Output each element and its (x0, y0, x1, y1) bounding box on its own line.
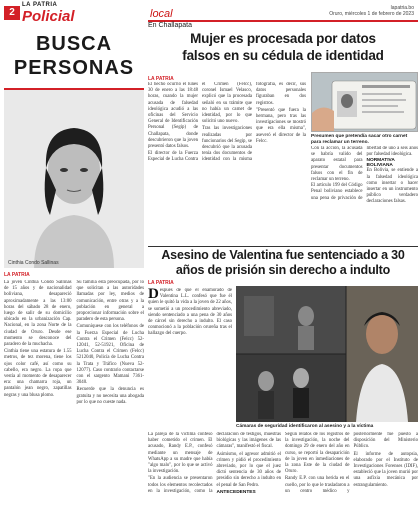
article2-headline-line2: años de prisión sin derecho a indulto (175, 262, 391, 277)
newspaper-brand: LA PATRIA (22, 2, 58, 8)
left-paragraph: Cinthia tiene una estatura de 1.55 metros, de tez morena, tiene los ojos color café, así como su cabello, era negro. La ropa que vestía al momento de desaparecer era: una chamarra roja, un pantalón jean negro, zapatillas negras y una blusa plomo. (4, 349, 72, 398)
busca-title-line2: PERSONAS (13, 57, 135, 79)
page-number: 2 (4, 6, 20, 20)
portrait-icon (4, 90, 144, 268)
left-paragraph: La joven Cinthia Condo Sallinas de 15 años y de nacionalidad boliviana, desapareció aproximadamente a las 13:00 horas del sábado 28 de enero, luego de salir de su domicilio ubicado en la urbanización Cap. Nacional, en la zona Norte de la ciudad de Oruro. Desde ese momento se desconoce del paradero de la muchacha. (4, 280, 72, 348)
section-name: local (150, 8, 173, 20)
id-card-caption: Presumen que pretendía sacar otro carnet para reclamar un terreno. (311, 134, 408, 145)
article1-right-paragraph: Con la acción, la acusada se habría valido del aparato estatal para presentar documentos falsos con el fin de reclamar un terreno. (311, 146, 363, 183)
article1-subhead-paragraph: En Bolivia, se entiende a la falsedad ideológica como insertar o hacer insertar en un instrumento público verdadero declaraciones falsas. (366, 168, 418, 205)
article1-paragraph: El director de la Fuerza Especial de Lucha Contra el Crimen (Felcc), coronel Ismael Velasco, explicó que la procesada señaló en su trámite que no había un carnet de identidad, por lo que solicitó uno nuevo. (148, 82, 252, 163)
article2-body (148, 432, 418, 527)
left-body (4, 280, 144, 526)
article2-subhead: ANTECEDENTES (216, 489, 256, 495)
article2-paragraph: "En la audiencia se presentaron todos los elementos recolectados en la investigación, como la declaración de testigos, muestras biológicas y las imágenes de las cámaras", manifestó el fiscal. (148, 432, 281, 494)
article2-paragraph: Según relatos de los registros de la investigación, la noche del domingo 29 de enero del año en curso, se reportó la desaparición de la joven en inmediaciones de la zona Este de la ciudad de Oruro. (285, 432, 350, 475)
article1-source: LA PATRIA (148, 76, 174, 82)
missing-person-photo (4, 88, 144, 268)
missing-person-column (4, 32, 144, 527)
article-valentina (148, 248, 418, 527)
article2-dropcap: D (148, 288, 159, 302)
article1-right-paragraph: El artículo 199 del Código Penal boliviano establece una pena de privación de libertad de uno a seis años por falsedad ideológica. (311, 146, 418, 201)
article2-image-caption: Cámaras de seguridad identificaron al asesino y a la víctima (236, 424, 374, 429)
article2-paragraph: Asimismo, el agresor admitió el crimen y pidió el procedimiento abreviado, por lo que el juez dictó sentencia de 30 años de presidio sin derecho a indulto en el penal de San Pedro. (216, 451, 281, 488)
article2-paragraph: La pareja de la víctima confesó haber cometido el crimen. El acusado, Randy E.P., confesó mediante un mensaje de WhatsApp a su madre que había "algo malo", por lo que se activó la investigación. (148, 432, 213, 475)
article1-headline-line1: Mujer es procesada por datos (190, 31, 376, 46)
article1-paragraph: El hecho ocurrió el lunes 30 de enero a las 18:48 horas, cuando la mujer acusada de falsedad ideológica acudió a las oficinas del Servicio General de Identificación Personal (Segip) de Challapata, donde descubrieron que la joven presentó datos falsos. (148, 82, 198, 150)
article1-headline-line2: falsos en su cédula de identidad (182, 48, 384, 63)
photo-caption: Cinthia Condo Sallinas (8, 260, 59, 266)
left-paragraph: Recuerde que la denuncia es gratuita y no necesita una abogada por lo que no cueste nada. (76, 387, 144, 405)
article-fake-id (148, 22, 418, 244)
article1-kicker: En Challapata (148, 22, 192, 29)
article2-paragraph: El informe de autopsia, elaborado por el Instituto de Investigaciones Forenses (IDIF), estableció que la joven murió por una asfixia mecánica por estrangulamiento. (353, 451, 418, 488)
article1-subhead: NORMATIVA BOLIVIANA (366, 158, 395, 169)
article1-body (148, 82, 306, 242)
id-card-icon (312, 73, 418, 132)
article1-paragraph: "Presentó que fuera la hermana, pero tras las investigaciones se mostró que era ella misma", aseveró el director de la Felcc. (256, 107, 306, 144)
article2-paragraph: Randy E.P. con una herida en el cuello, por lo que le trasladaron a un centro médico y posteriormente fue puesto a disposición del Ministerio Público. (285, 432, 418, 494)
id-card-photo (311, 72, 418, 132)
site-url: lapatria.bo (390, 5, 414, 11)
left-paragraph: Comuníquese con los teléfonos de la Fuerza Especial de Lucha Contra el Crimen (Felcc) 52-12041, 52-51921, Oficina de Lucha Contra el Crimen (Felcc) 5212040, Policía de Lucha Contra la Trata y Tráfico (Nueva 52-12077). Caso contrario contactarse con el sargento Mamani 7361-3040. (76, 324, 144, 386)
left-source: LA PATRIA (4, 272, 30, 278)
left-paragraph: Su familia está preocupada, por lo que solicitan a las autoridades llamadas por ley, medios de comunicación, entre otras y a la población en general a proporcionar información sobre el paradero de esta persona. (76, 280, 144, 323)
photo-collage-icon (236, 286, 418, 422)
section-logo: Policial (22, 8, 75, 25)
busca-title-line1: BUSCA (35, 33, 113, 55)
article2-intro-text: espués de que el enamorado de Valentina L.L. confesó que fue él quien le quitó la vida a la joven de 22 años, se sometió a un procedimiento abreviado, siendo sentenciado a una pena de 30 años de cárcel sin derecho a indulto. El caso conmocionó a la población orureña tras el hallazgo del cuerpo. (148, 288, 232, 337)
article-divider (148, 246, 418, 247)
article2-source: LA PATRIA (148, 280, 174, 286)
article2-headline-line1: Asesino de Valentina fue sentenciado a 30 (161, 248, 405, 262)
security-camera-photos (236, 286, 418, 422)
article1-paragraph: Tras las investigaciones realizadas por funcionarios del Segip, se descubrió que la acusada tenía dos documentos de identidad con la misma fotografía, es decir, sus datos personales figuraban en dos registros. (202, 82, 306, 163)
article1-right-body (311, 146, 418, 242)
article2-intro (148, 288, 232, 428)
issue-date: Oruro, miércoles 1 de febrero de 2023 (329, 11, 414, 17)
